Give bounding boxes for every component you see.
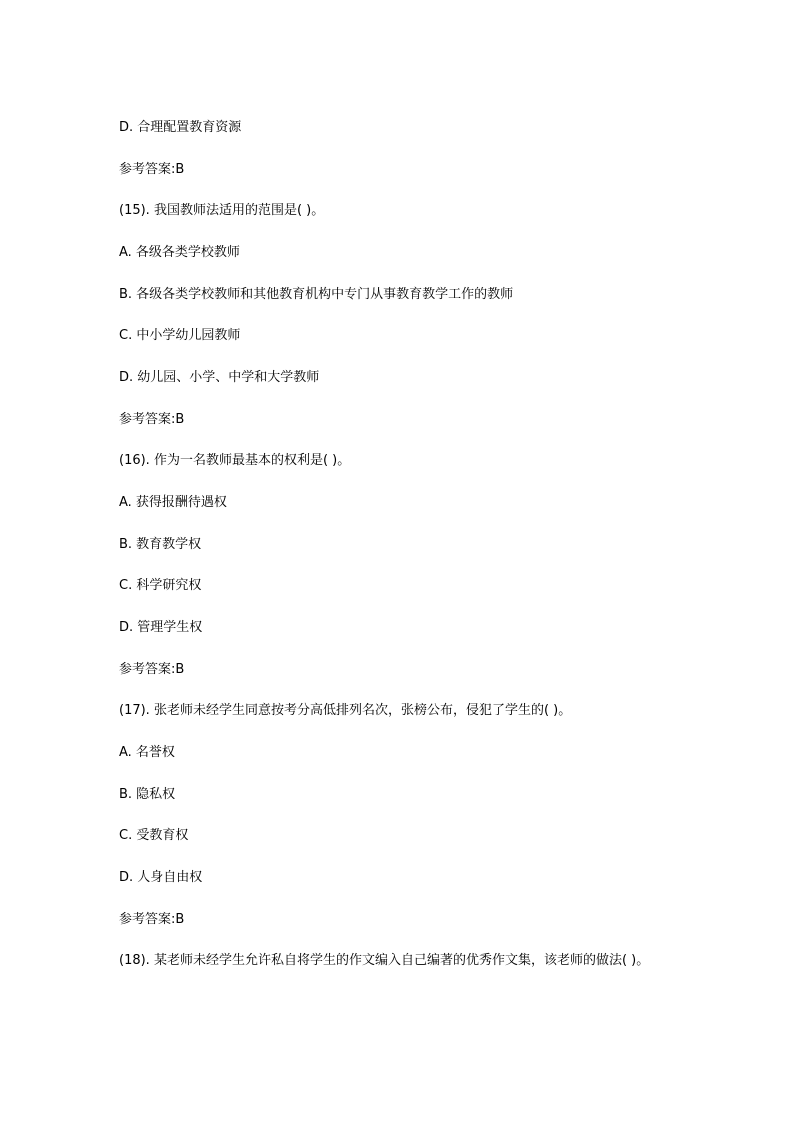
- q17-answer: 参考答案:B: [119, 912, 185, 927]
- answer-line: 参考答案:B: [119, 162, 185, 177]
- question-17: (17). 张老师未经学生同意按考分高低排列名次，张榜公布，侵犯了学生的( )。: [119, 703, 572, 718]
- q17-option-d: D. 人身自由权: [119, 870, 203, 885]
- option-d-line: D. 合理配置教育资源: [119, 120, 242, 135]
- q17-option-a: A. 名誉权: [119, 745, 175, 760]
- question-15: (15). 我国教师法适用的范围是( )。: [119, 203, 325, 218]
- q16-option-d: D. 管理学生权: [119, 620, 203, 635]
- q15-option-b: B. 各级各类学校教师和其他教育机构中专门从事教育教学工作的教师: [119, 287, 514, 302]
- q15-answer: 参考答案:B: [119, 412, 185, 427]
- q17-option-c: C. 受教育权: [119, 828, 189, 843]
- q16-option-a: A. 获得报酬待遇权: [119, 495, 227, 510]
- q15-option-c: C. 中小学幼儿园教师: [119, 328, 241, 343]
- question-16: (16). 作为一名教师最基本的权利是( )。: [119, 453, 351, 468]
- q16-answer: 参考答案:B: [119, 662, 185, 677]
- question-18: (18). 某老师未经学生允许私自将学生的作文编入自己编著的优秀作文集，该老师的做法( )。: [119, 953, 650, 968]
- q16-option-b: B. 教育教学权: [119, 537, 202, 552]
- q17-option-b: B. 隐私权: [119, 787, 176, 802]
- q15-option-d: D. 幼儿园、小学、中学和大学教师: [119, 370, 320, 385]
- q16-option-c: C. 科学研究权: [119, 578, 202, 593]
- q15-option-a: A. 各级各类学校教师: [119, 245, 240, 260]
